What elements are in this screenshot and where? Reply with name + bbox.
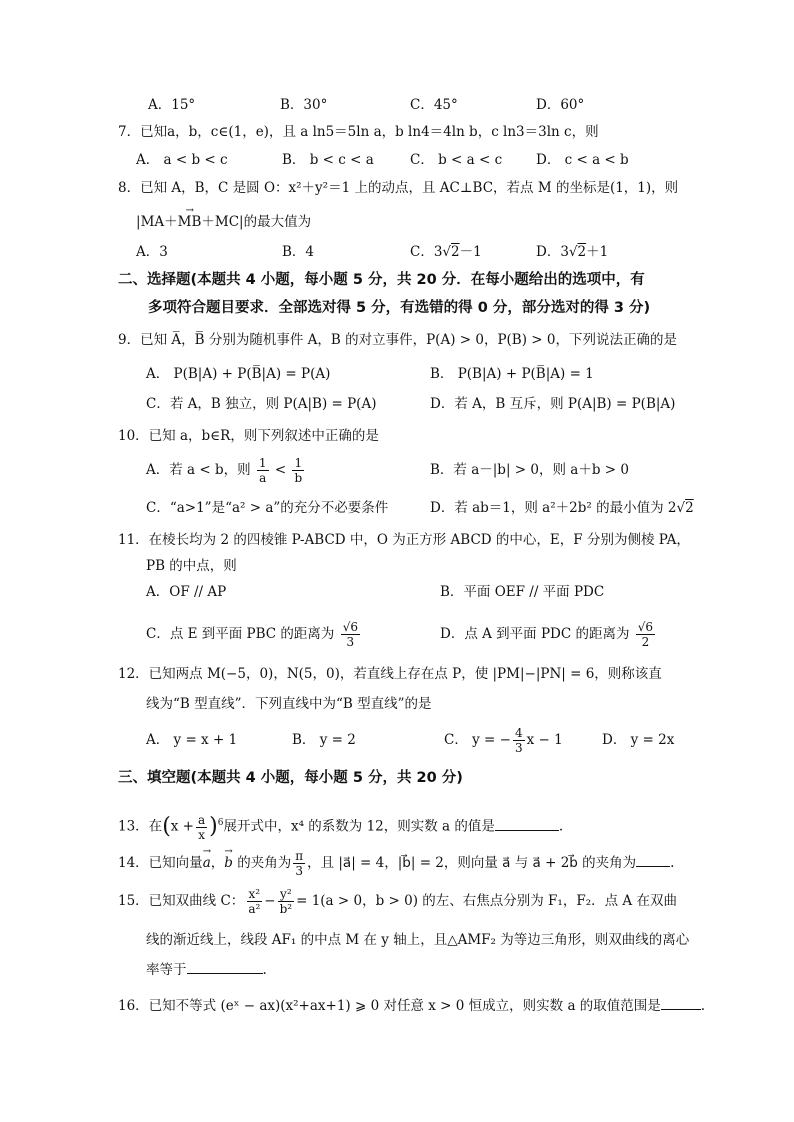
q9-option-b: B． P(B|A) + P(B̅|A) = 1 [430,366,594,382]
fraction: $\frac{\pi}{3}$ [295,849,304,878]
q8-stem-line1: 8．已知 A，B，C 是圆 O：x²＋y²＝1 上的动点，且 AC⊥BC，若点 M 的坐标是(1，1)，则 [118,180,679,196]
q12-stem-line2: 线为“B 型直线”．下列直线中为“B 型直线”的是 [146,696,432,712]
q14-stem: 14．已知向量→ a，→ b 的夹角为 $\frac{\pi}{3}$ ，且 |a⃗| = 4，|b⃗| = 2，则向量 a⃗ 与 a⃗ + 2b⃗ 的夹角为 . [118,846,674,880]
q11-option-c: C．点 E 到平面 PBC 的距离为 $\frac{√6}{3}$ [146,620,359,649]
q11-option-d: D．点 A 到平面 PDC 的距离为 $\frac{√6}{2}$ [440,620,654,649]
fraction: $\frac{1}{b}$ [294,456,303,485]
section-2-heading-line2: 多项符合题目要求．全部选对得 5 分，有选错的得 0 分，部分选对的得 3 分) [148,300,651,316]
fraction: $\frac{\text{x²}}{\text{a²}}$ [248,887,261,916]
q10-option-d: D．若 ab＝1，则 a²＋2b² 的最小值为 2√2 [430,500,694,516]
sqrt-symbol: √2 [442,244,460,260]
q7-option-c: C． b < a < c [410,152,503,168]
q15-stem-line1: 15．已知双曲线 C： $\frac{\text{x²}}{\text{a²}}$ − $\frac{\text{y²}}{\text{b²}}$ = 1(a > 0，b > 0) 的左、右焦点分别为 F₁，F₂．点 A 在双曲 [118,887,677,916]
sqrt-symbol: √2 [568,244,587,260]
q8-option-a: A．3 [136,244,168,260]
fraction: $\frac{4}{3}$ [514,726,523,755]
q10-option-a: A．若 a < b，则 $\frac{1}{a}$ < $\frac{1}{b}$ [146,456,303,485]
q6-option-a: A．15° [148,97,196,113]
q7-option-a: A． a < b < c [136,152,228,168]
q15-stem-line2: 线的渐近线上，线段 AF₁ 的中点 M 在 y 轴上，且△AMF₂ 为等边三角形，则双曲线的离心 [146,932,690,948]
section-2-heading-line1: 二、选择题(本题共 4 小题，每小题 5 分，共 20 分．在每小题给出的选项中，有 [118,272,645,288]
q6-option-b: B．30° [280,97,328,113]
q9-stem: 9．已知 A̅，B̅ 分别为随机事件 A，B 的对立事件，P(A) > 0，P(B) > 0，下列说法正确的是 [118,332,677,348]
q9-option-c: C．若 A，B 独立，则 P(A|B) = P(A) [146,396,377,412]
fraction: $\frac{\text{y²}}{\text{b²}}$ [279,887,293,916]
q8-option-b: B．4 [282,244,315,260]
q6-option-d: D．60° [536,97,585,113]
answer-blank[interactable] [636,854,670,867]
q13-stem: 13．在(x + $\frac{a}{x}$ )$^6$展开式中，x⁴ 的系数为 12，则实数 a 的值是 . [118,812,564,842]
answer-blank[interactable] [661,997,701,1010]
q7-stem: 7．已知a，b，c∈(1，e)，且 a ln5＝5ln a，b ln4＝4ln b，c ln3＝3ln c，则 [118,124,599,140]
section-3-heading: 三、填空题(本题共 4 小题，每小题 5 分，共 20 分) [118,770,463,786]
q10-option-b: B．若 a－|b| > 0，则 a＋b > 0 [430,462,629,478]
q16-stem: 16．已知不等式 (eˣ − ax)(x²+ax+1) ⩾ 0 对任意 x > 0 恒成立，则实数 a 的取值范围是 . [118,998,706,1014]
q6-option-c: C．45° [410,97,458,113]
q8-option-d: D．3√2＋1 [536,244,609,260]
q11-stem-line2: PB 的中点，则 [146,558,237,574]
sqrt-symbol: √2 [676,500,694,516]
q7-option-d: D． c < a < b [536,152,629,168]
q10-stem: 10．已知 a，b∈R，则下列叙述中正确的是 [118,428,379,444]
q11-option-a: A．OF // AP [146,584,227,600]
q8-vector-sum: → MA＋MB＋MC [141,212,239,232]
q12-option-c: C． y = − $\frac{4}{3}$ x − 1 [444,726,563,755]
answer-blank[interactable] [495,818,559,831]
q11-option-b: B．平面 OEF // 平面 PDC [440,584,605,600]
q10-option-c: C．“a>1”是“a² > a”的充分不必要条件 [146,500,389,516]
fraction: $\frac{√6}{3}$ [342,620,359,649]
fraction: $\frac{a}{x}$ [198,812,206,842]
q12-option-d: D． y = 2x [602,732,675,748]
q9-option-a: A． P(B|A) + P(B̅|A) = P(A) [146,366,331,382]
answer-blank[interactable] [187,961,263,974]
q12-option-a: A． y = x + 1 [146,732,238,748]
q11-stem-line1: 11．在棱长均为 2 的四棱锥 P-ABCD 中，O 为正方形 ABCD 的中心，E，F 分别为侧棱 PA， [118,532,690,548]
fraction: $\frac{1}{a}$ [258,456,267,485]
q12-stem-line1: 12．已知两点 M(−5，0)，N(5，0)，若直线上存在点 P，使 |PM|−|PN| = 6，则称该直 [118,666,662,682]
q8-stem-line2: |→ MA＋MB＋MC|的最大值为 [136,212,311,232]
q12-option-b: B． y = 2 [292,732,356,748]
q15-stem-line3: 率等于 . [146,962,267,978]
fraction: $\frac{√6}{2}$ [637,620,654,649]
q8-option-c: C．3√2－1 [410,244,482,260]
q7-option-b: B． b < c < a [282,152,374,168]
q9-option-d: D．若 A，B 互斥，则 P(A|B) = P(B|A) [430,396,676,412]
